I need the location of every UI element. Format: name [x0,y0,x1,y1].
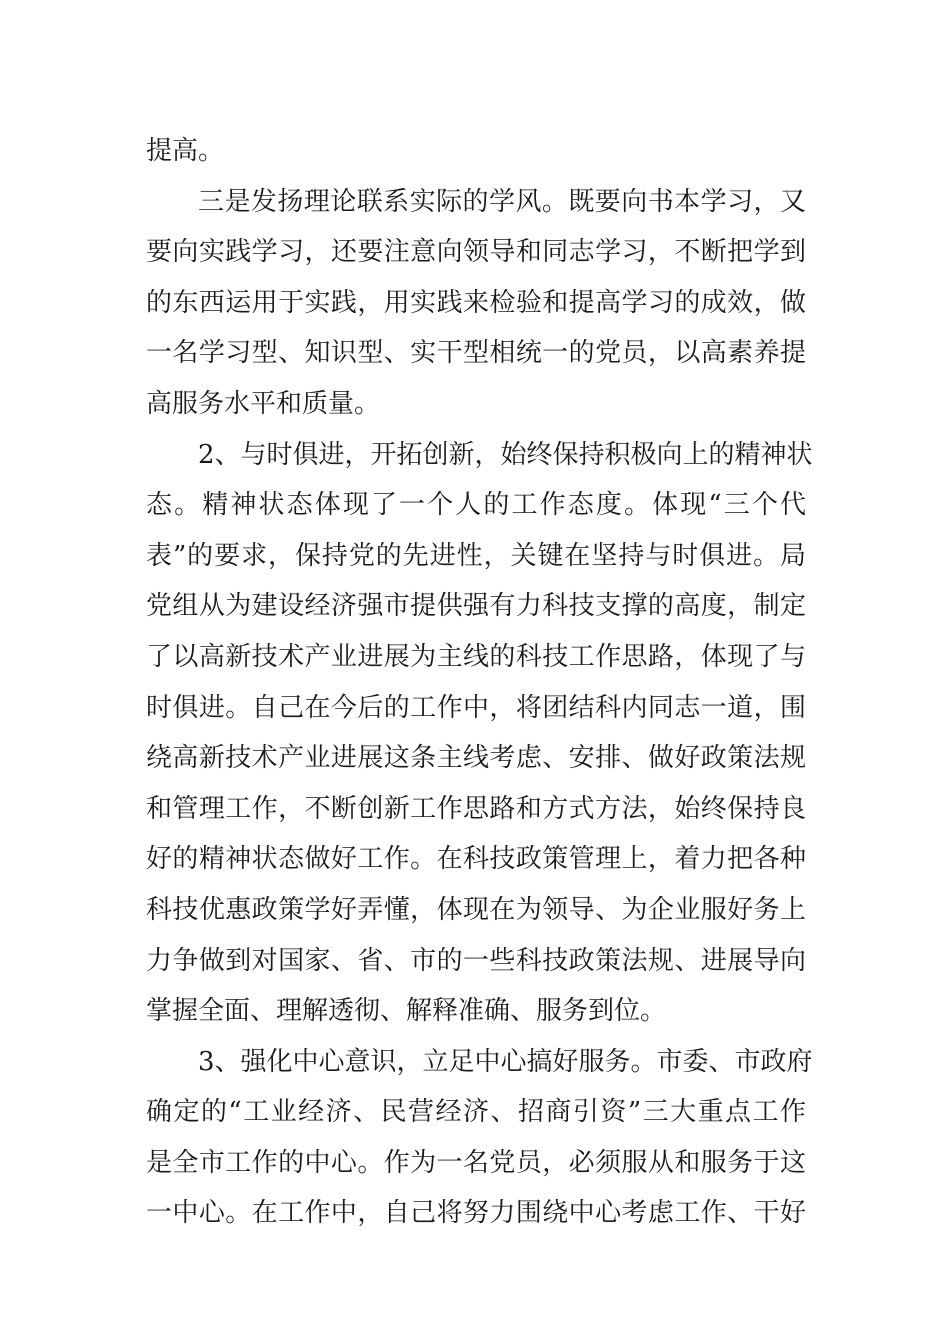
text-line: 掌握全面、理解透彻、解释准确、服务到位。 [146,996,667,1027]
text-line: 2、与时俱进，开拓创新，始终保持积极向上的精神状 [198,439,813,470]
text-line: 绕高新技术产业进展这条主线考虑、安排、做好政策法规 [146,743,806,774]
text-line: 时俱进。自己在今后的工作中，将团结科内同志一道，围 [146,692,806,723]
text-line: 科技优惠政策学好弄懂，体现在为领导、为企业服好务上 [146,894,806,925]
text-line: 表”的要求，保持党的先进性，关键在坚持与时俱进。局 [146,540,806,571]
text-line: 提高。 [146,136,225,166]
text-line: 一中心。在工作中，自己将努力围绕中心考虑工作、干好 [146,1198,806,1229]
text-line: 态。精神状态体现了一个人的工作态度。体现“三个代 [146,490,806,521]
text-line: 是全市工作的中心。作为一名党员，必须服从和服务于这 [146,1147,806,1178]
text-line: 和管理工作，不断创新工作思路和方式方法，始终保持良 [146,793,806,824]
text-line: 了以高新技术产业进展为主线的科技工作思路，体现了与 [146,641,806,672]
text-line: 力争做到对国家、省、市的一些科技政策法规、进展导向 [146,945,806,976]
text-line: 一名学习型、知识型、实干型相统一的党员，以高素养提 [146,338,806,369]
text-line: 3、强化中心意识，立足中心搞好服务。市委、市政府 [198,1046,813,1077]
text-line: 的东西运用于实践，用实践来检验和提高学习的成效，做 [146,287,806,318]
text-line: 要向实践学习，还要注意向领导和同志学习，不断把学到 [146,237,806,268]
text-line: 三是发扬理论联系实际的学风。既要向书本学习，又 [198,186,806,217]
text-line: 高服务水平和质量。 [146,388,381,419]
document-body [146,126,813,1239]
text-line: 党组从为建设经济强市提供强有力科技支撑的高度，制定 [146,591,806,622]
text-line: 确定的“工业经济、民营经济、招商引资”三大重点工作 [146,1097,806,1128]
text-line: 好的精神状态做好工作。在科技政策管理上，着力把各种 [146,844,806,875]
